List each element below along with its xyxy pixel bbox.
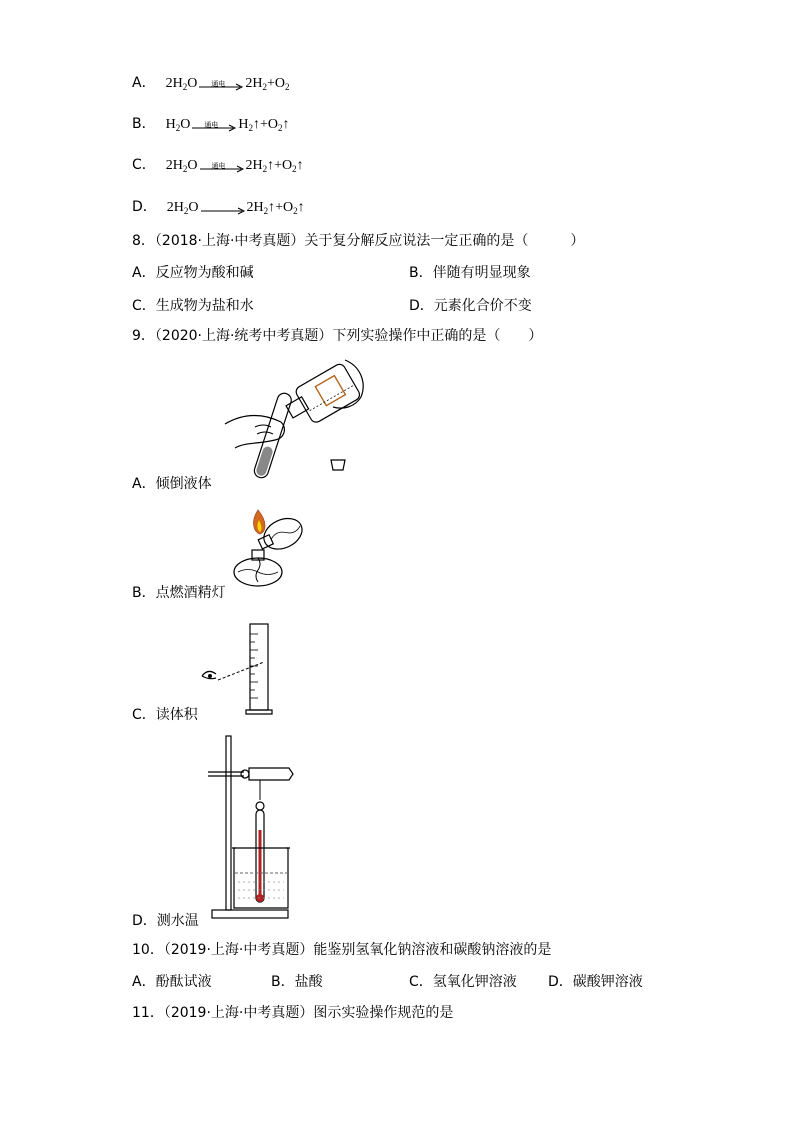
q9-option-d: D．测水温 — [132, 913, 199, 929]
equation-product: $2H_2↑$ — [245, 158, 275, 174]
question-9-stem: 9．（2020·上海·统考中考真题）下列实验操作中正确的是（ ） — [132, 328, 543, 344]
question-10-stem: 10．（2019·上海·中考真题）能鉴别氢氧化钠溶液和碳酸钠溶液的是 — [132, 942, 552, 958]
q7-option-a — [132, 73, 289, 97]
reaction-condition: 通电 — [211, 161, 226, 170]
reaction-arrow-icon — [199, 160, 245, 176]
q7-option-b — [132, 114, 290, 138]
chemical-equation — [166, 74, 290, 97]
reaction-arrow-icon — [191, 119, 237, 135]
equation-reactant: $2H_2O$ — [166, 200, 199, 216]
chemical-equation — [166, 115, 290, 138]
equation-product: $2H_2$ — [245, 76, 267, 92]
equation-product: $+O_2$ — [266, 76, 290, 92]
q10-option-a: A．酚酞试液 — [132, 974, 212, 990]
q8-option-a: A．反应物为酸和碱 — [132, 265, 254, 281]
equation-product: $+O_2↑$ — [274, 158, 304, 174]
q10-option-d: D．碳酸钾溶液 — [548, 974, 643, 990]
option-letter: B． — [132, 116, 156, 132]
option-letter: D． — [132, 199, 157, 215]
equation-reactant: $2H_2O$ — [165, 76, 198, 92]
alcohol-lamp-figure — [228, 500, 318, 590]
reaction-arrow-icon — [198, 78, 244, 94]
q7-option-c — [132, 155, 304, 179]
equation-reactant: $2H_2O$ — [165, 158, 198, 174]
pouring-liquid-figure — [215, 352, 375, 482]
equation-product: $+O_2↑$ — [259, 117, 290, 133]
option-letter: C． — [132, 157, 156, 173]
q8-option-b: B．伴随有明显现象 — [409, 265, 531, 281]
q8-option-c: C．生成物为盐和水 — [132, 298, 254, 314]
q9-option-a: A．倾倒液体 — [132, 476, 212, 492]
q10-option-c: C．氢氧化钾溶液 — [409, 974, 517, 990]
equation-product: $2H_2↑$ — [246, 200, 276, 216]
q7-option-d — [132, 197, 305, 221]
q8-option-d: D．元素化合价不变 — [409, 298, 532, 314]
equation-reactant: $H_2O$ — [165, 117, 191, 133]
reaction-arrow-icon — [200, 202, 246, 218]
question-8-stem: 8．（2018·上海·中考真题）关于复分解反应说法一定正确的是（ ） — [132, 233, 585, 249]
thermometer-stand-figure — [198, 730, 298, 925]
chemical-equation — [166, 156, 304, 179]
q9-option-b: B．点燃酒精灯 — [132, 585, 226, 601]
equation-product: $H_2↑$ — [238, 117, 260, 133]
chemical-equation — [167, 198, 305, 221]
q10-option-b: B．盐酸 — [271, 974, 323, 990]
option-letter: A． — [132, 75, 156, 91]
measuring-cylinder-figure — [198, 618, 288, 718]
equation-product: $+O_2↑$ — [275, 200, 305, 216]
reaction-condition: 通电 — [211, 79, 226, 88]
question-11-stem: 11．（2019·上海·中考真题）图示实验操作规范的是 — [132, 1005, 454, 1021]
reaction-condition: 通电 — [204, 120, 219, 129]
q9-option-c: C．读体积 — [132, 707, 198, 723]
